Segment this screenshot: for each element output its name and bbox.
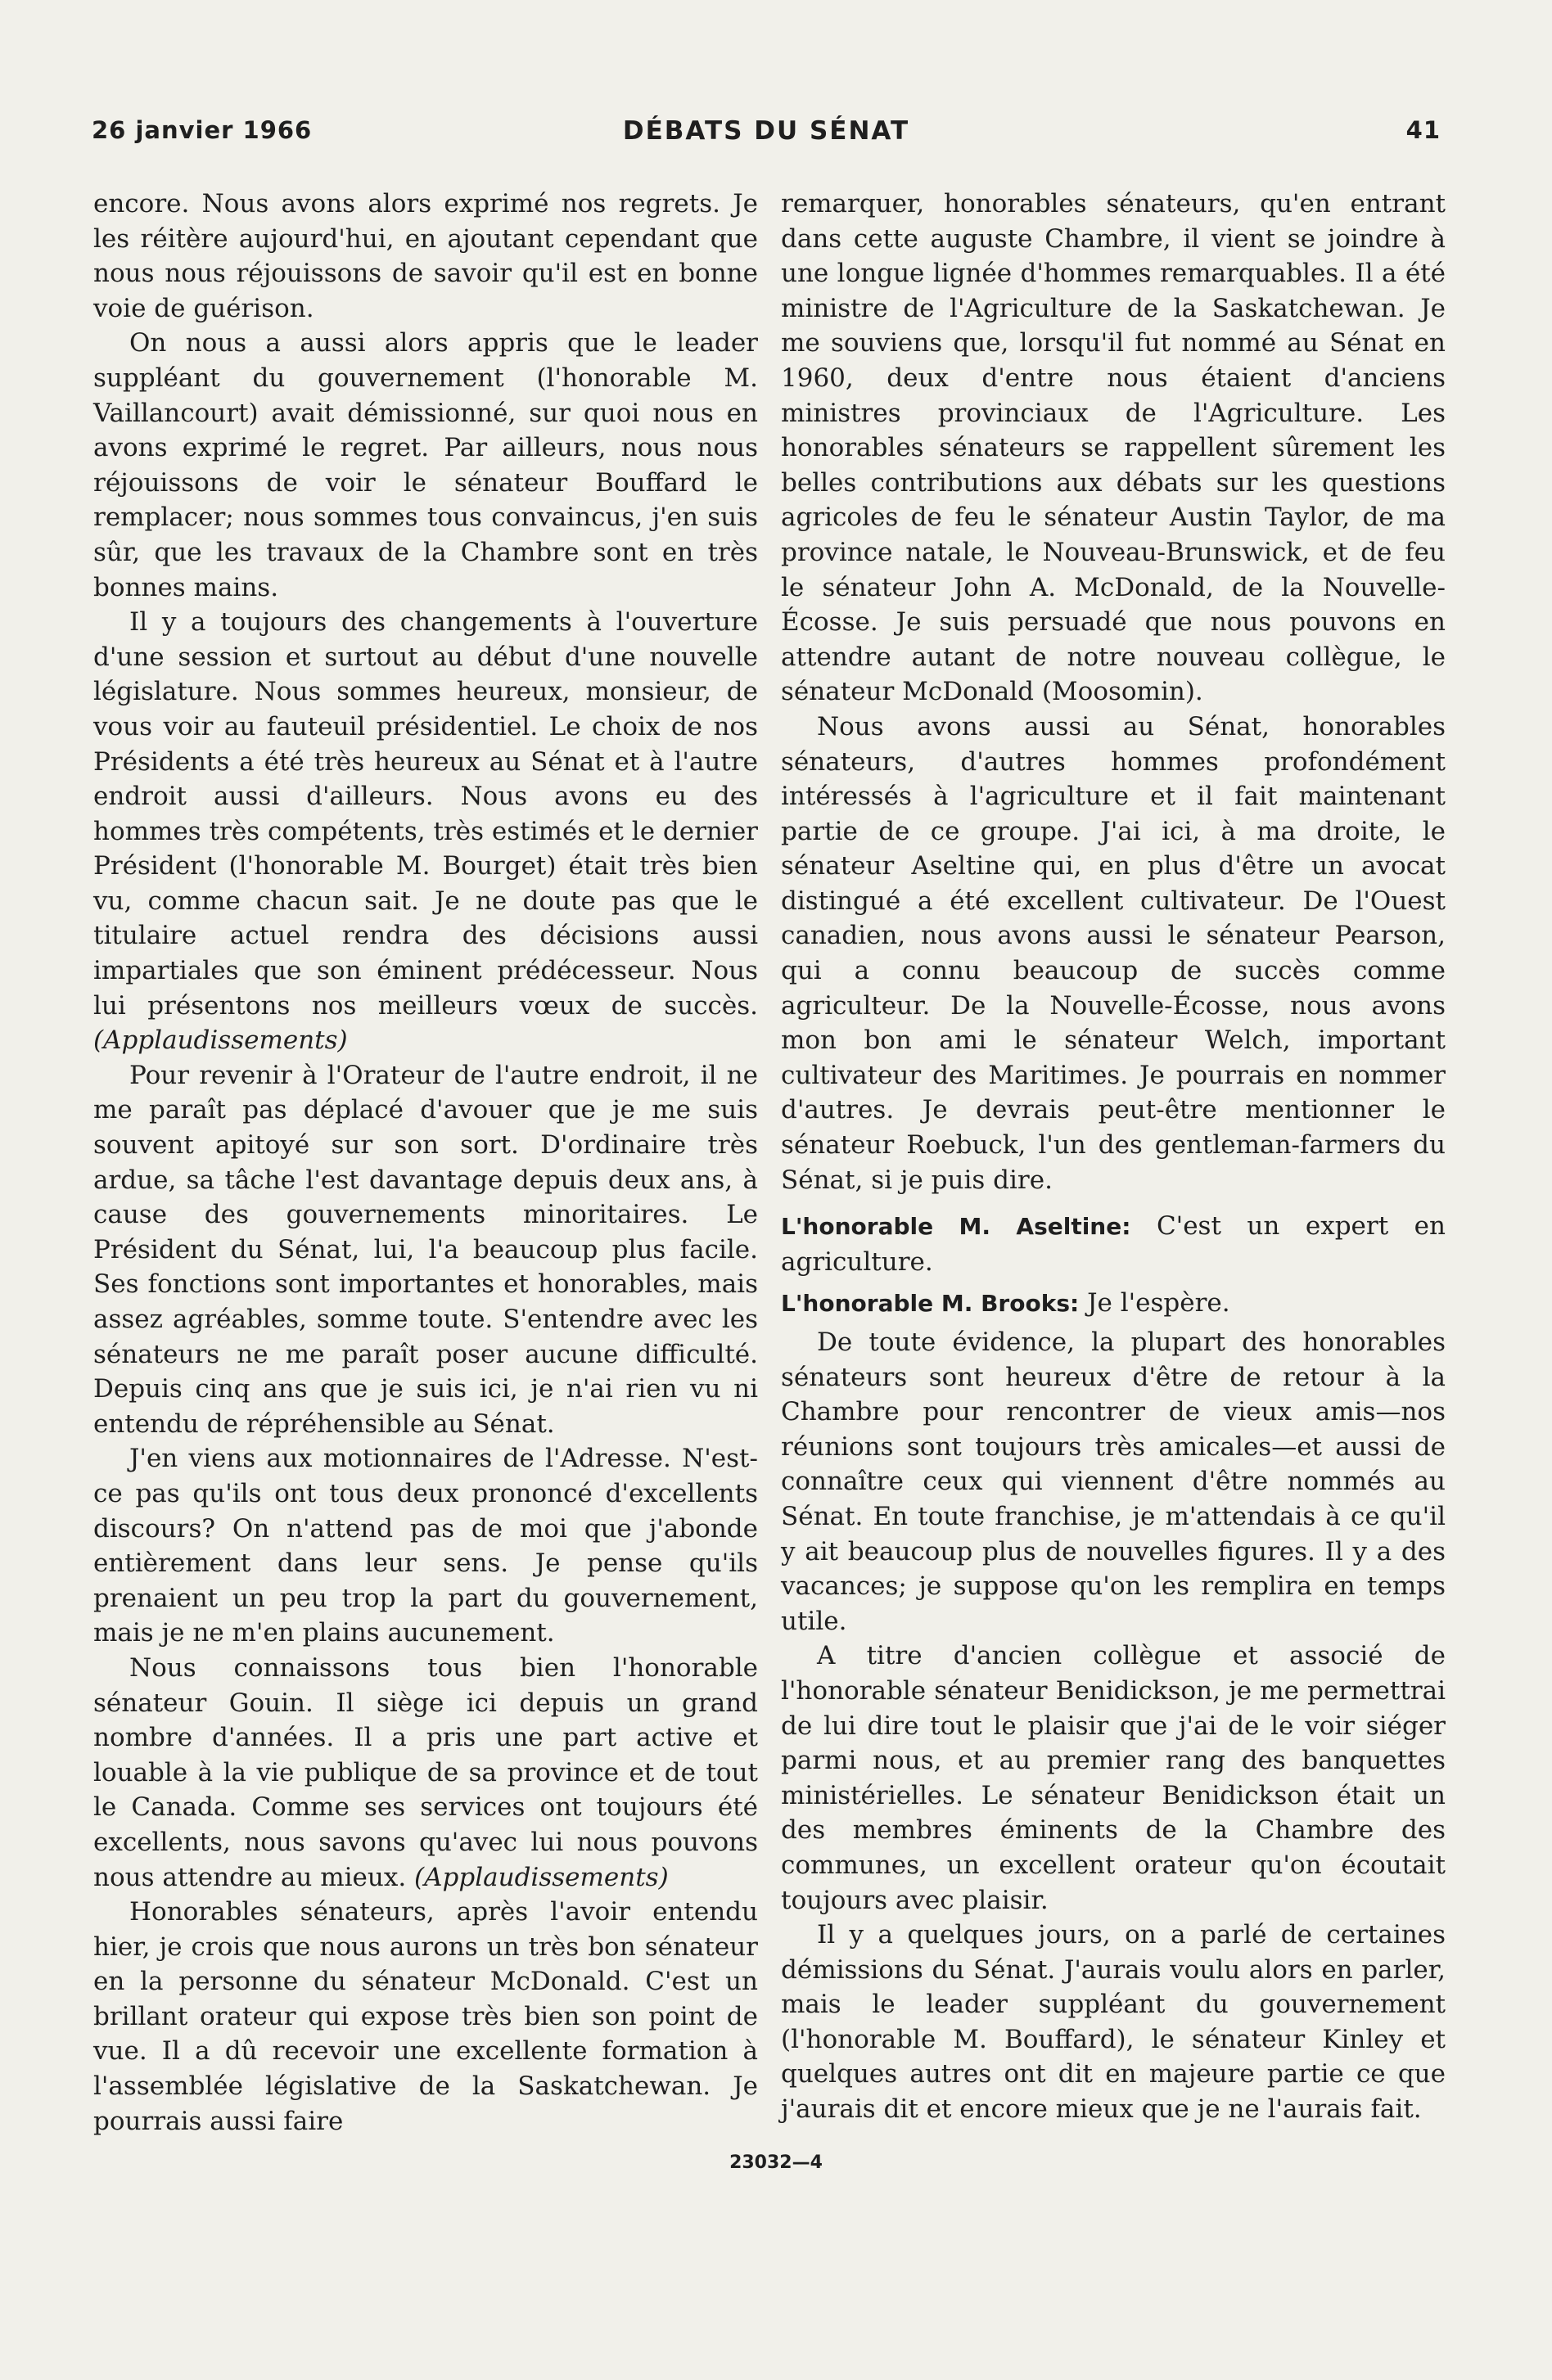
paragraph: encore. Nous avons alors exprimé nos regrets. Je les réitère aujourd'hui, en ajoutant cependant que nous nous réjouissons de savoir qu'il est en bonne voie de guérison. — [93, 189, 758, 323]
paragraph: Nous avons aussi au Sénat, honorables sénateurs, d'autres hommes profondément intéressés à l'agriculture et il fait maintenant partie de ce groupe. J'ai ici, à ma droite, le sénateur Aseltine qui, en plus d'être un avocat distingué a été excellent cultivateur. De l'Ouest canadien, nous avons aussi le sénateur Pearson, qui a connu beaucoup de succès comme agriculteur. De la Nouvelle-Écosse, nous avons mon bon ami le sénateur Welch, important cultivateur des Maritimes. Je pourrais en nommer d'autres. Je devrais peut-être mentionner le sénateur Roebuck, l'un des gentleman-farmers du Sénat, si je puis dire. — [781, 711, 1446, 1195]
paragraph: A titre d'ancien collègue et associé de l'honorable sénateur Benidickson, je me permettrai de lui dire tout le plaisir que j'ai de le voir siéger parmi nous, et au premier rang des banquettes ministérielles. Le sénateur Benidickson était un des membres éminents de la Chambre des communes, un excellent orateur qu'on écoutait toujours avec plaisir. — [781, 1641, 1446, 1915]
paragraph: remarquer, honorables sénateurs, qu'en entrant dans cette auguste Chambre, il vient se joindre à une longue lignée d'hommes remarquables. Il a été ministre de l'Agriculture de la Saskatchewan. Je me souviens que, lorsqu'il fut nommé au Sénat en 1960, deux d'entre nous étaient d'anciens ministres provinciaux de l'Agriculture. Les honorables sénateurs se rappellent sûrement les belles contributions aux débats sur les questions agricoles de feu le sénateur Austin Taylor, de ma province natale, le Nouveau-Brunswick, et de feu le sénateur John A. McDonald, de la Nouvelle-Écosse. Je suis persuadé que nous pouvons en attendre autant de notre nouveau collègue, le sénateur McDonald (Moosomin). — [781, 189, 1446, 707]
paragraph: Honorables sénateurs, après l'avoir entendu hier, je crois que nous aurons un très bon sénateur en la personne du sénateur McDonald. C'est un brillant orateur qui expose très bien son point de vue. Il a dû recevoir une excellente formation à l'assemblée législative de la Saskatchewan. Je pourrais aussi faire — [93, 1897, 758, 2136]
left-column — [93, 187, 758, 2139]
paragraph: De toute évidence, la plupart des honorables sénateurs sont heureux d'être de retour à la Chambre pour rencontrer de vieux amis—nos réunions sont toujours très amicales—et aussi de connaître ceux qui viennent d'être nommés au Sénat. En toute franchise, je m'attendais à ce qu'il y ait beaucoup plus de nouvelles figures. Il y a des vacances; je suppose qu'on les remplira en temps utile. — [781, 1327, 1446, 1636]
paragraph: Pour revenir à l'Orateur de l'autre endroit, il ne me paraît pas déplacé d'avouer que je me suis souvent apitoyé sur son sort. D'ordinaire très ardue, sa tâche l'est davantage depuis deux ans, à cause des gouvernements minoritaires. Le Président du Sénat, lui, l'a beaucoup plus facile. Ses fonctions sont importantes et honorables, mais assez agréables, somme toute. S'entendre avec les sénateurs ne me paraît poser aucune difficulté. Depuis cinq ans que je suis ici, je n'ai rien vu ni entendu de répréhensible au Sénat. — [93, 1060, 758, 1439]
paragraph — [93, 1651, 758, 1895]
paragraph-text: Il y a toujours des changements à l'ouverture d'une session et surtout au début d'une nouvelle législature. Nous sommes heureux, monsieur, de vous voir au fauteuil présidentiel. Le choix de nos Présidents a été très heureux au Sénat et à l'autre endroit aussi d'ailleurs. Nous avons eu des hommes très compétents, très estimés et le dernier Président (l'honorable M. Bourget) était très bien vu, comme chacun sait. Je ne doute pas que le titulaire actuel rendra des décisions aussi impartiales que son éminent prédécesseur. Nous lui présentons nos meilleurs vœux de succès. — [93, 607, 758, 1021]
applause-note: (Applaudissements) — [93, 1025, 348, 1056]
header-date: 26 janvier 1966 — [92, 116, 313, 144]
paragraph: On nous a aussi alors appris que le leader suppléant du gouvernement (l'honorable M. Vaillancourt) avait démissionné, sur quoi nous en avons exprimé le regret. Par ailleurs, nous nous réjouissons de voir le sénateur Bouffard le remplacer; nous sommes tous convaincus, j'en suis sûr, que les travaux de la Chambre sont en très bonnes mains. — [93, 328, 758, 602]
header-title: DÉBATS DU SÉNAT — [622, 116, 910, 146]
paragraph: Il y a quelques jours, on a parlé de certaines démissions du Sénat. J'aurais voulu alors en parler, mais le leader suppléant du gouvernement (l'honorable M. Bouffard), le sénateur Kinley et quelques autres ont dit en majeure partie ce que j'aurais dit et encore mieux que je ne l'aurais fait. — [781, 1920, 1446, 2125]
speaker-text: C'est un expert en agriculture. — [781, 1211, 1446, 1277]
speaker-text: Je l'espère. — [1087, 1288, 1230, 1318]
speaker-name: L'honorable M. Brooks: — [781, 1290, 1080, 1318]
paragraph-text: Nous connaissons tous bien l'honorable sénateur Gouin. Il siège ici depuis un grand nombre d'années. Il a pris une part active et louable à la vie publique de sa province et de tout le Canada. Comme ses services ont toujours été excellents, nous savons qu'avec lui nous pouvons nous attendre au mieux. — [93, 1652, 758, 1892]
page-header — [92, 116, 1441, 157]
paragraph — [93, 605, 758, 1058]
applause-note: (Applaudissements) — [414, 1862, 669, 1892]
speaker-name: L'honorable M. Aseltine: — [781, 1213, 1131, 1241]
speaker-intervention — [781, 1286, 1446, 1322]
right-column — [781, 187, 1446, 2127]
speaker-intervention — [781, 1209, 1446, 1279]
paragraph: J'en viens aux motionnaires de l'Adresse. N'est-ce pas qu'ils ont tous deux prononcé d'excellents discours? On n'attend pas de moi que j'abonde entièrement dans leur sens. Je pense qu'ils prenaient un peu trop la part du gouvernement, mais je ne m'en plains aucunement. — [93, 1444, 758, 1648]
page-number: 41 — [1405, 116, 1441, 144]
footer-code: 23032—4 — [729, 2152, 823, 2173]
